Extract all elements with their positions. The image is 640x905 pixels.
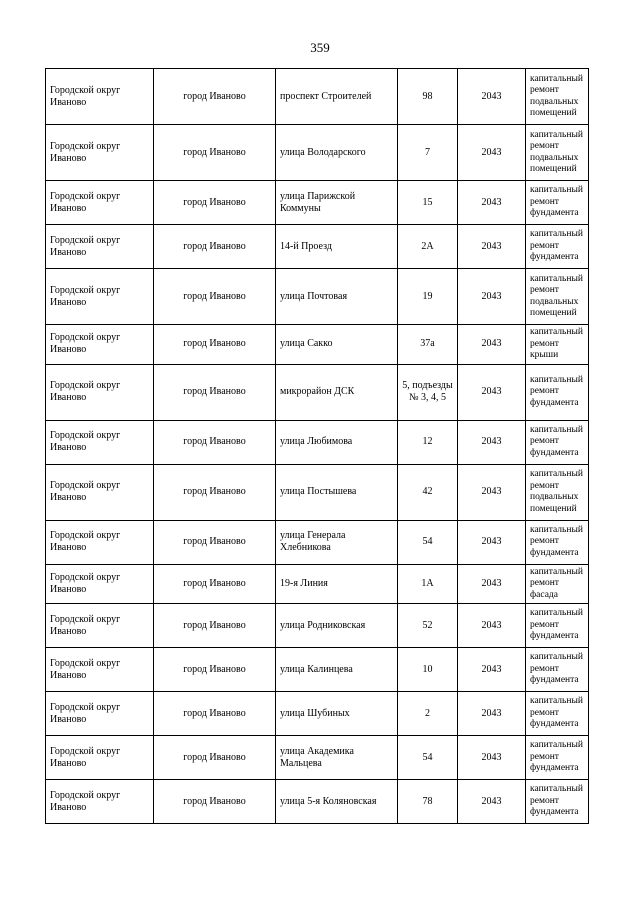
municipality-cell: Городской округ Иваново	[46, 325, 154, 365]
year-cell: 2043	[458, 125, 526, 181]
work-type-cell: капитальный ремонт фундамента	[526, 692, 589, 736]
work-type-cell: капитальный ремонт фундамента	[526, 225, 589, 269]
municipality-cell: Городской округ Иваново	[46, 464, 154, 520]
municipality-cell: Городской округ Иваново	[46, 648, 154, 692]
street-cell: улица Академика Мальцева	[276, 736, 398, 780]
house-cell: 10	[398, 648, 458, 692]
work-type-cell: капитальный ремонт фундамента	[526, 181, 589, 225]
table-body	[46, 69, 589, 824]
year-cell: 2043	[458, 564, 526, 604]
street-cell: 14-й Проезд	[276, 225, 398, 269]
table-row	[46, 69, 589, 125]
municipality-cell: Городской округ Иваново	[46, 692, 154, 736]
settlement-cell: город Иваново	[154, 736, 276, 780]
street-cell: улица Шубиных	[276, 692, 398, 736]
year-cell: 2043	[458, 269, 526, 325]
year-cell: 2043	[458, 648, 526, 692]
street-cell: улица Калинцева	[276, 648, 398, 692]
year-cell: 2043	[458, 225, 526, 269]
table-row	[46, 780, 589, 824]
settlement-cell: город Иваново	[154, 564, 276, 604]
year-cell: 2043	[458, 780, 526, 824]
year-cell: 2043	[458, 69, 526, 125]
house-cell: 12	[398, 420, 458, 464]
house-cell: 78	[398, 780, 458, 824]
house-cell: 42	[398, 464, 458, 520]
year-cell: 2043	[458, 692, 526, 736]
house-cell: 54	[398, 736, 458, 780]
municipality-cell: Городской округ Иваново	[46, 69, 154, 125]
municipality-cell: Городской округ Иваново	[46, 225, 154, 269]
table-row	[46, 364, 589, 420]
year-cell: 2043	[458, 364, 526, 420]
work-type-cell: капитальный ремонт фундамента	[526, 604, 589, 648]
year-cell: 2043	[458, 520, 526, 564]
year-cell: 2043	[458, 736, 526, 780]
settlement-cell: город Иваново	[154, 181, 276, 225]
street-cell: улица Сакко	[276, 325, 398, 365]
table-row	[46, 692, 589, 736]
work-type-cell: капитальный ремонт фасада	[526, 564, 589, 604]
street-cell: улица Любимова	[276, 420, 398, 464]
house-cell: 7	[398, 125, 458, 181]
settlement-cell: город Иваново	[154, 464, 276, 520]
house-cell: 2А	[398, 225, 458, 269]
house-cell: 19	[398, 269, 458, 325]
table-row	[46, 604, 589, 648]
table-row	[46, 181, 589, 225]
street-cell: улица 5-я Коляновская	[276, 780, 398, 824]
work-type-cell: капитальный ремонт подвальных помещений	[526, 69, 589, 125]
street-cell: улица Почтовая	[276, 269, 398, 325]
table-row	[46, 125, 589, 181]
work-type-cell: капитальный ремонт фундамента	[526, 520, 589, 564]
municipality-cell: Городской округ Иваново	[46, 736, 154, 780]
table-row	[46, 648, 589, 692]
house-cell: 54	[398, 520, 458, 564]
street-cell: улица Постышева	[276, 464, 398, 520]
house-cell: 52	[398, 604, 458, 648]
house-cell: 2	[398, 692, 458, 736]
year-cell: 2043	[458, 604, 526, 648]
municipality-cell: Городской округ Иваново	[46, 181, 154, 225]
street-cell: микрорайон ДСК	[276, 364, 398, 420]
settlement-cell: город Иваново	[154, 325, 276, 365]
settlement-cell: город Иваново	[154, 69, 276, 125]
settlement-cell: город Иваново	[154, 648, 276, 692]
table-row	[46, 564, 589, 604]
work-type-cell: капитальный ремонт фундамента	[526, 780, 589, 824]
table-row	[46, 269, 589, 325]
table-row	[46, 225, 589, 269]
street-cell: улица Парижской Коммуны	[276, 181, 398, 225]
settlement-cell: город Иваново	[154, 125, 276, 181]
street-cell: улица Родниковская	[276, 604, 398, 648]
municipality-cell: Городской округ Иваново	[46, 125, 154, 181]
municipality-cell: Городской округ Иваново	[46, 520, 154, 564]
work-type-cell: капитальный ремонт фундамента	[526, 364, 589, 420]
municipality-cell: Городской округ Иваново	[46, 269, 154, 325]
municipality-cell: Городской округ Иваново	[46, 364, 154, 420]
house-cell: 15	[398, 181, 458, 225]
table-row	[46, 520, 589, 564]
house-cell: 5, подъезды № 3, 4, 5	[398, 364, 458, 420]
settlement-cell: город Иваново	[154, 364, 276, 420]
table-row	[46, 736, 589, 780]
house-cell: 37а	[398, 325, 458, 365]
work-type-cell: капитальный ремонт подвальных помещений	[526, 464, 589, 520]
municipality-cell: Городской округ Иваново	[46, 780, 154, 824]
street-cell: 19-я Линия	[276, 564, 398, 604]
settlement-cell: город Иваново	[154, 780, 276, 824]
municipality-cell: Городской округ Иваново	[46, 564, 154, 604]
repair-schedule-table	[45, 68, 589, 824]
street-cell: улица Генерала Хлебникова	[276, 520, 398, 564]
year-cell: 2043	[458, 464, 526, 520]
settlement-cell: город Иваново	[154, 269, 276, 325]
municipality-cell: Городской округ Иваново	[46, 420, 154, 464]
work-type-cell: капитальный ремонт фундамента	[526, 420, 589, 464]
settlement-cell: город Иваново	[154, 692, 276, 736]
municipality-cell: Городской округ Иваново	[46, 604, 154, 648]
house-cell: 98	[398, 69, 458, 125]
work-type-cell: капитальный ремонт фундамента	[526, 736, 589, 780]
house-cell: 1А	[398, 564, 458, 604]
page-number: 359	[310, 40, 330, 55]
work-type-cell: капитальный ремонт подвальных помещений	[526, 125, 589, 181]
table-row	[46, 464, 589, 520]
street-cell: улица Володарского	[276, 125, 398, 181]
settlement-cell: город Иваново	[154, 520, 276, 564]
settlement-cell: город Иваново	[154, 420, 276, 464]
settlement-cell: город Иваново	[154, 225, 276, 269]
work-type-cell: капитальный ремонт крыши	[526, 325, 589, 365]
street-cell: проспект Строителей	[276, 69, 398, 125]
year-cell: 2043	[458, 181, 526, 225]
table-row	[46, 325, 589, 365]
work-type-cell: капитальный ремонт подвальных помещений	[526, 269, 589, 325]
year-cell: 2043	[458, 325, 526, 365]
settlement-cell: город Иваново	[154, 604, 276, 648]
work-type-cell: капитальный ремонт фундамента	[526, 648, 589, 692]
table-row	[46, 420, 589, 464]
year-cell: 2043	[458, 420, 526, 464]
